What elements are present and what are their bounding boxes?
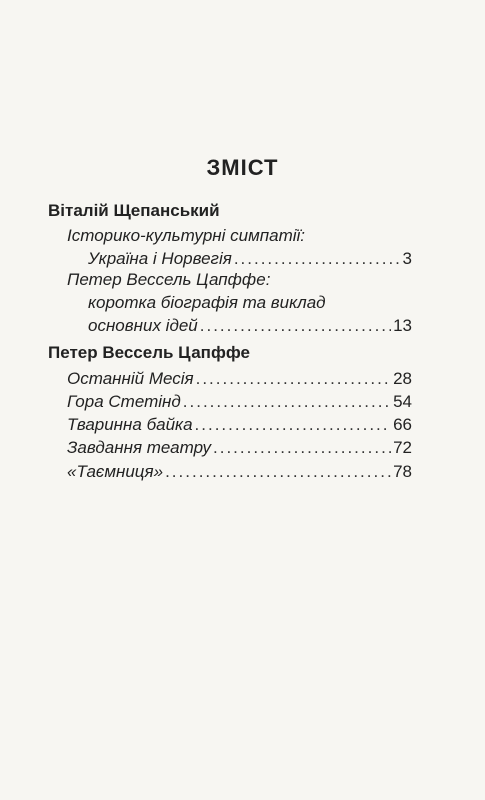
page-number: 54	[393, 392, 412, 411]
toc-entry	[67, 268, 412, 337]
dot-leader	[234, 247, 401, 270]
entry-line	[67, 367, 412, 390]
entry-text: «Таємниця»	[67, 462, 164, 481]
entry-text: Тваринна байка	[67, 415, 193, 434]
entry-text: Петер Вессель Цапффе:	[67, 270, 271, 289]
dot-leader	[200, 314, 391, 337]
entry-text: Україна і Норвегія	[88, 249, 232, 268]
dot-leader	[165, 460, 391, 483]
entry-line	[67, 390, 412, 413]
dot-leader	[213, 436, 391, 459]
toc-entry	[67, 367, 412, 390]
entry-text: коротка біографія та виклад	[88, 293, 326, 312]
section-author: Петер Вессель Цапффе	[48, 343, 250, 362]
entry-text: Гора Стетінд	[67, 392, 181, 411]
toc-title: ЗМІСТ	[206, 155, 279, 180]
page-number: 3	[402, 249, 412, 268]
toc-entry	[67, 413, 412, 436]
page-number: 28	[393, 369, 412, 388]
entry-text: Історико-культурні симпатії:	[67, 226, 306, 245]
entry-line	[67, 224, 412, 247]
entry-line	[67, 247, 412, 270]
entry-line	[67, 460, 412, 483]
page-number: 72	[393, 438, 412, 457]
entry-text: основних ідей	[88, 316, 198, 335]
page-number: 66	[393, 415, 412, 434]
section-author: Віталій Щепанський	[48, 201, 220, 220]
dot-leader	[183, 390, 391, 413]
entry-line	[67, 413, 412, 436]
page-number: 13	[393, 316, 412, 335]
toc-entry	[67, 436, 412, 459]
entry-text: Останній Месія	[67, 369, 194, 388]
dot-leader	[196, 367, 391, 390]
toc-entry	[67, 390, 412, 413]
entry-line	[67, 268, 412, 291]
entry-line	[67, 436, 412, 459]
entry-line	[67, 291, 412, 314]
entry-line	[67, 314, 412, 337]
toc-entry	[67, 224, 412, 270]
entry-text: Завдання театру	[67, 438, 211, 457]
page-number: 78	[393, 462, 412, 481]
toc-entry	[67, 460, 412, 483]
dot-leader	[195, 413, 392, 436]
